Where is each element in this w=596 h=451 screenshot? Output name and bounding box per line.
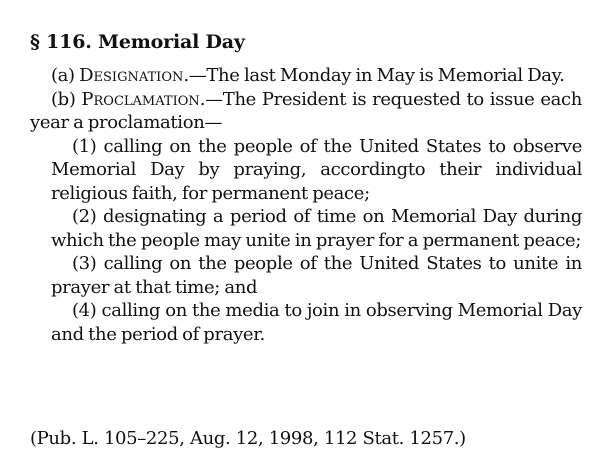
clause-3: (3) calling on the people of the United States to unite in prayer at that time; and [51, 253, 582, 298]
subsection-b [30, 88, 582, 135]
clause-2: (2) designating a period of time on Memorial Day during which the people may unite in prayer for a permanent peace; [51, 206, 582, 251]
subsection-b-heading: Proclamation [81, 88, 200, 110]
source-note: (Pub. L. 105–225, Aug. 12, 1998, 112 Stat. 1257.) [30, 428, 466, 449]
subsection-b-marker: (b) [51, 88, 76, 110]
clause-1: (1) calling on the people of the United States to observe Memorial Day by praying, accordingto their individual religious faith, for permanent peace; [51, 135, 582, 204]
subsection-a-marker: (a) [51, 65, 75, 86]
clause-4: (4) calling on the media to join in observing Memorial Day and the period of prayer. [51, 300, 582, 345]
subsection-a-text: .—The last Monday in May is Memorial Day. [183, 65, 565, 86]
subsection-b-text: .—The President is requested to issue each year a proclamation— [30, 88, 582, 133]
statute-section [30, 30, 582, 346]
subsection-a-heading: Designation [79, 65, 184, 86]
section-title: § 116. Memorial Day [30, 31, 245, 53]
subsection-a [30, 64, 582, 88]
